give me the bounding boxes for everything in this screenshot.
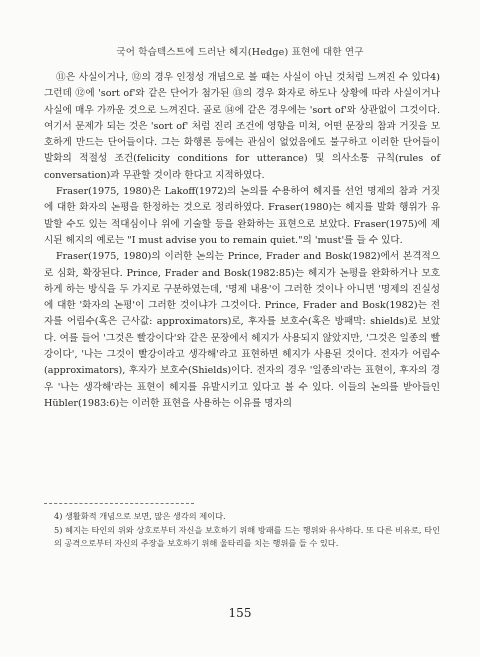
running-head: 국어 학습텍스트에 드러난 헤지(Hedge) 표현에 대한 연구	[116, 47, 364, 58]
footnote-4: 4) 생활화적 개념으로 보면, 많은 생각의 제이다.	[54, 511, 226, 521]
paragraph-2: Fraser(1975, 1980)은 Lakoff(1972)의 논의를 수용하여 헤지를 선언 명제의 참과 거짓에 대한 화자의 논평을 한정하는 것으로 정리하였다. Fraser(1980)는 헤지를 발화 행위가 유발할 수도 있는 적대심이나 위에 기술할 등을 완화하는 표현으로 보았다. Fraser(1975)에 제시된 헤지의 예로는 "I must advise you to remain quiet."의 'must'를 들 수 있다.	[44, 186, 440, 246]
page-number: 155	[228, 606, 252, 620]
footnotes	[44, 510, 440, 551]
paragraph-3: Fraser(1975, 1980)의 이러한 논의는 Prince, Frader and Bosk(1982)에서 본격적으로 심화, 확장된다. Prince, Frader and Bosk(1982:85)는 헤지가 논평을 완화하거나 모호하게 하는 방식을 두 가지로 구분하였는데, '명제 내용'이 그러한 것이나 아니면 '명제의 진실성에 대한 '화자의 논평'이 그러한 것이냐가 그것이다. Prince, Frader and Bosk(1982)는 전자를 어림수(혹은 근사값: approximators)로, 후자를 보호수(혹은 방패막: shields)로 보았다. 여를 들어 '그것은 빨강이다'와 같은 문장에서 헤지가 사용되지 않았지만, '그것은 일종의 빨강이다', '나는 그것이 빨강이라고 생각해'라고 표현하면 헤지가 사용된 것이다. 전자가 어림수(approximators), 후자가 보호수(Shields)이다. 전자의 경우 '일종의'라는 표현이, 후자의 경우 '나는 생각해'라는 표현이 헤지를 유발시키고 있다고 볼 수 있다. 이들의 논의를 받아들인 Hübler(1983:6)는 이러한 표현을 사용하는 이유를 명자의	[44, 251, 440, 409]
paragraph-1: ⑪은 사실이거나, ⑫의 경우 인정성 개념으로 볼 때는 사실이 아닌 것처럼 느껴진 수 있다4) 그런데 ⑫에 'sort of'와 같은 단어가 첨가된 ⑬의 경우 화자로 하도나 상황에 따라 사실이거나 사실에 매우 가까운 것으로 느껴진다. 골로 ⑭에 같은 경우에는 'sort of'와 상관없이 그것이다. 여기서 문제가 되는 것은 'sort of' 처럼 진리 조건에 영향을 미쳐, 어떤 문장의 참과 거짓을 모호하게 만드는 단어들이다. 그는 화행론 등에는 관심이 없었음에도 불구하고 이러한 단어들이 발화의 적절성 조건(felicity conditions for utterance) 및 의사소통 규칙(rules of conversation)과 무관할 것이라 한다고 지적하였다.	[44, 72, 440, 181]
footnote-separator	[44, 503, 194, 504]
footnote-5: 5) 헤지는 타인의 위와 상호로부터 자신을 보호하기 위해 방패를 드는 행위와 유사하다. 또 다른 비유로, 타인의 공격으로부터 자신의 주장을 보호하기 위해 울타리를 치는 행위를 들 수 있다.	[54, 524, 440, 548]
body-text	[44, 70, 440, 412]
